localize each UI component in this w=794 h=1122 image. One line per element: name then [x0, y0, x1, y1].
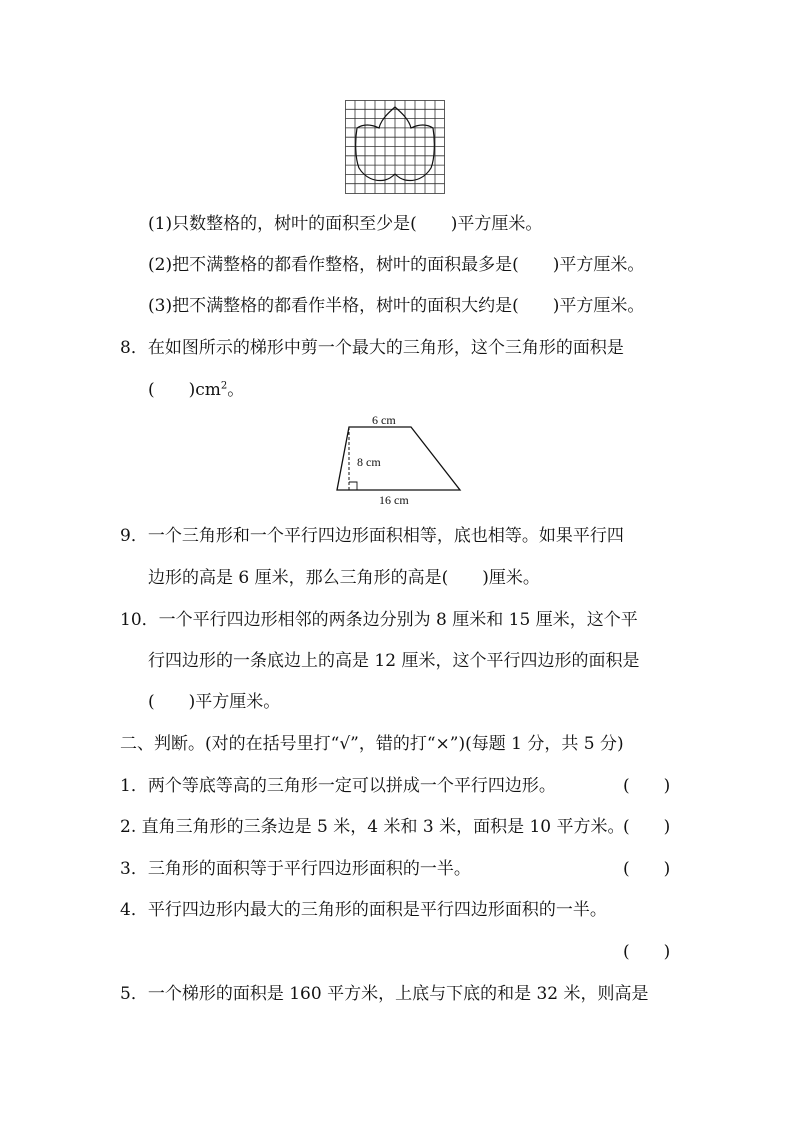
judge-item-2-answer-paren[interactable]: ( ) — [623, 817, 671, 837]
q9-line-1: 9．一个三角形和一个平行四边形面积相等，底也相等。如果平行四 — [120, 526, 624, 546]
q7-part-1: (1)只数整格的，树叶的面积至少是( )平方厘米。 — [148, 214, 543, 234]
judge-item-4-answer-paren[interactable]: ( ) — [623, 942, 671, 962]
right-angle-mark — [349, 482, 357, 490]
top-base-label: 6 cm — [372, 413, 396, 427]
bottom-base-label: 16 cm — [379, 493, 409, 507]
grid-lines — [346, 101, 445, 194]
trapezoid-shape — [337, 427, 460, 490]
leaf-grid-figure — [345, 100, 445, 194]
height-label: 8 cm — [357, 455, 381, 469]
judge-item-3: 3．三角形的面积等于平行四边形面积的一半。 — [120, 859, 471, 879]
trapezoid-figure — [330, 408, 470, 508]
q10-line-1: 10．一个平行四边形相邻的两条边分别为 8 厘米和 15 厘米，这个平 — [120, 610, 638, 630]
judge-item-1: 1．两个等底等高的三角形一定可以拼成一个平行四边形。 — [120, 776, 556, 796]
judge-item-1-answer-paren[interactable]: ( ) — [623, 776, 671, 796]
judge-item-2: 2. 直角三角形的三条边是 5 米，4 米和 3 米，面积是 10 平方米。 — [120, 817, 625, 837]
q8-superscript: 2 — [220, 380, 228, 392]
q9-line-2: 边形的高是 6 厘米，那么三角形的高是( )厘米。 — [148, 568, 540, 588]
q10-line-3: ( )平方厘米。 — [148, 692, 281, 712]
judge-item-5: 5．一个梯形的面积是 160 平方米，上底与下底的和是 32 米，则高是 — [120, 984, 649, 1004]
section-2-heading: 二、判断。(对的在括号里打“√”，错的打“×”)(每题 1 分，共 5 分) — [120, 734, 624, 754]
q8-answer-blank: ( )cm — [148, 380, 221, 400]
q8-line-2-end: 。 — [227, 380, 245, 400]
q10-line-2: 行四边形的一条底边上的高是 12 厘米，这个平行四边形的面积是 — [148, 651, 640, 671]
q8-line-2 — [148, 378, 244, 402]
q7-part-3: (3)把不满整格的都看作半格，树叶的面积大约是( )平方厘米。 — [148, 296, 645, 316]
judge-item-3-answer-paren[interactable]: ( ) — [623, 859, 671, 879]
judge-item-4: 4．平行四边形内最大的三角形的面积是平行四边形面积的一半。 — [120, 900, 607, 920]
q7-part-2: (2)把不满整格的都看作整格，树叶的面积最多是( )平方厘米。 — [148, 255, 645, 275]
q8-line-1: 8．在如图所示的梯形中剪一个最大的三角形，这个三角形的面积是 — [120, 338, 624, 358]
